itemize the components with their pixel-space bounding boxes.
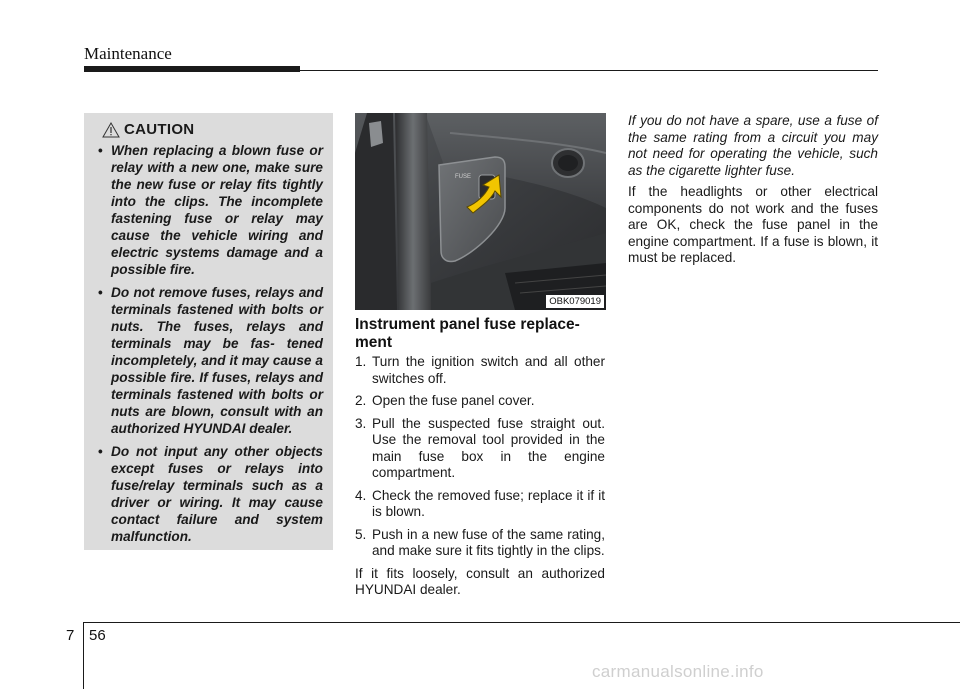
header-bar: [84, 66, 300, 72]
step-item: 2. Open the fuse panel cover.: [355, 393, 535, 408]
figure-code: OBK079019: [546, 295, 604, 308]
section-title: Instrument panel fuse replace- ment: [355, 316, 580, 351]
fuse-panel-label: FUSE: [455, 174, 472, 180]
caution-title: CAUTION: [124, 121, 195, 138]
caution-item: • Do not input any other objects except fuses or relays into fuse/relay terminals such as a driver or wiring. It may cause contact failure and system malfunction.: [98, 444, 323, 544]
fuse-panel-illustration: [355, 113, 606, 310]
footer-rule: [84, 622, 960, 623]
steps-list: [355, 354, 605, 599]
spare-fuse-note: If you do not have a spare, use a fuse of the same rating from a circuit you may not need for operating the vehicle, such as the cigarette lighter fuse.: [628, 113, 878, 178]
watermark: carmanualsonline.info: [592, 662, 764, 681]
headlights-note: If the headlights or other electrical components do not work and the fuses are OK, check the fuse panel in the engine compartment. If a fuse is blown, it must be replaced.: [628, 184, 878, 265]
closing-text: If it fits loosely, consult an authorized HYUNDAI dealer.: [355, 565, 605, 597]
footer-divider: [83, 622, 84, 689]
caution-header: [102, 121, 323, 138]
caution-list: [94, 142, 323, 545]
step-item: 1. Turn the ignition switch and all other switches off.: [355, 354, 605, 386]
section-header: Maintenance: [84, 44, 172, 63]
chapter-number: 7: [66, 627, 75, 644]
caution-item: • When replacing a blown fuse or relay with a new one, make sure the new fuse or relay fits tightly into the clips. The incomplete fastening fuse or relay may cause the vehicle wiring and electric systems damage and a possible fire.: [98, 143, 323, 277]
header-rule: [300, 70, 878, 71]
fuse-panel-figure: [355, 113, 606, 310]
warning-triangle-icon: [102, 122, 120, 138]
caution-box: [84, 113, 333, 550]
step-item: 5. Push in a new fuse of the same rating, and make sure it fits tightly in the clips.: [355, 526, 605, 558]
page-number: 56: [89, 627, 106, 644]
caution-item: • Do not remove fuses, relays and terminals fastened with bolts or nuts. The fuses, relays and terminals may be fas- tened incompletely, and it may cause a possible fire. If fuses, relays and terminals fastened with bolts or nuts are blown, consult with an authorized HYUNDAI dealer.: [98, 285, 323, 436]
right-column: [628, 113, 878, 272]
step-item: 3. Pull the suspected fuse straight out. Use the removal tool provided in the main fuse box in the engine compartment.: [355, 415, 605, 480]
step-item: 4. Check the removed fuse; replace it if it is blown.: [355, 487, 605, 519]
